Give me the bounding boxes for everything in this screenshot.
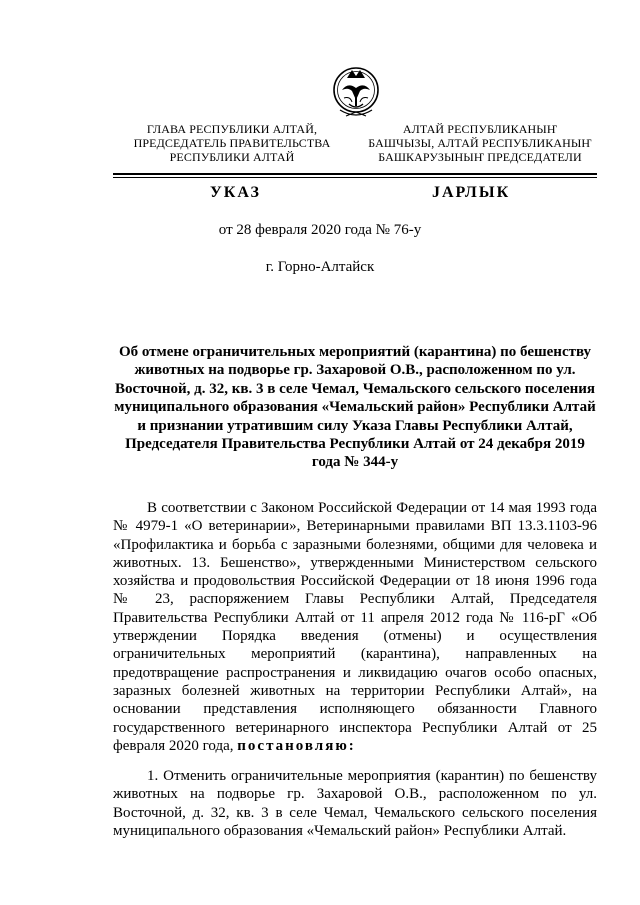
header-right-line: БАШКАРУЗЫНЫҤ ПРЕДСЕДАТЕЛИ: [378, 150, 582, 164]
header-left-line: ПРЕДСЕДАТЕЛЬ ПРАВИТЕЛЬСТВА: [133, 136, 331, 150]
header-right-line: БАШЧЫЗЫ, АЛТАЙ РЕСПУБЛИКАНЫҤ: [368, 136, 592, 150]
header-left: [132, 122, 332, 164]
decree-word: постановляю:: [237, 737, 356, 754]
header-left-line: ГЛАВА РЕСПУБЛИКИ АЛТАЙ,: [146, 122, 318, 136]
date-line: от 28 февраля 2020 года № 76-у: [218, 222, 422, 238]
header-divider-thick: [113, 173, 597, 175]
header-divider-thin: [113, 177, 597, 178]
header-right-line: АЛТАЙ РЕСПУБЛИКАНЫҤ: [402, 122, 558, 136]
decree-title: Об отмене ограничительных мероприятий (карантина) по бешенству животных на подворье гр. Захаровой О.В., расположенном по ул. Восточной, д. 32, кв. 3 в селе Чемал, Чемальского сельского поселения муниципального образования «Чемальский район» Республики Алтай и признании утратившим силу Указа Главы Республики Алтай, Председателя Правительства Республики Алтай от 24 декабря 2019 года № 344-у: [114, 344, 596, 471]
preamble-paragraph: [113, 499, 597, 755]
header-left-line: РЕСПУБЛИКИ АЛТАЙ: [169, 150, 295, 164]
coat-of-arms-icon: [330, 60, 382, 124]
doc-type-alt: ЈАРЛЫК: [432, 184, 511, 201]
header-right: [355, 122, 605, 164]
preamble-text: В соответствии с Законом Российской Федерации от 14 мая 1993 года № 4979-1 «О ветеринарии», Ветеринарными правилами ВП 13.3.1103-96 «Профилактика и борьба с заразными болезнями, общими для человека и животных. 13. Бешенство», утвержденными Министерством сельского хозяйства и продовольствия Российской Федерации от 18 июня 1996 года № 23, распоряжением Главы Республики Алтай, Председателя Правительства Республики Алтай от 11 апреля 2012 года № 116-рГ «Об утверждении Порядка введения (отмены) и осуществления ограничительных мероприятий (карантина), направленных на предотвращение распространения и ликвидацию очагов особо опасных, заразных болезней животных на территории Республики Алтай», на основании представления исполняющего обязанности Главного государственного ветеринарного инспектора Республики Алтай от 25 февраля 2020 года,: [113, 500, 597, 754]
clause-1-paragraph: 1. Отменить ограничительные мероприятия (карантин) по бешенству животных на подворье гр. Захаровой О.В., расположенном по ул. Восточной, д. 32, кв. 3 в селе Чемал, Чемальского сельского поселения муниципального образования «Чемальский район» Республики Алтай.: [113, 768, 597, 839]
city-line: г. Горно-Алтайск: [265, 259, 375, 275]
doc-type-ru: УКАЗ: [210, 184, 261, 201]
